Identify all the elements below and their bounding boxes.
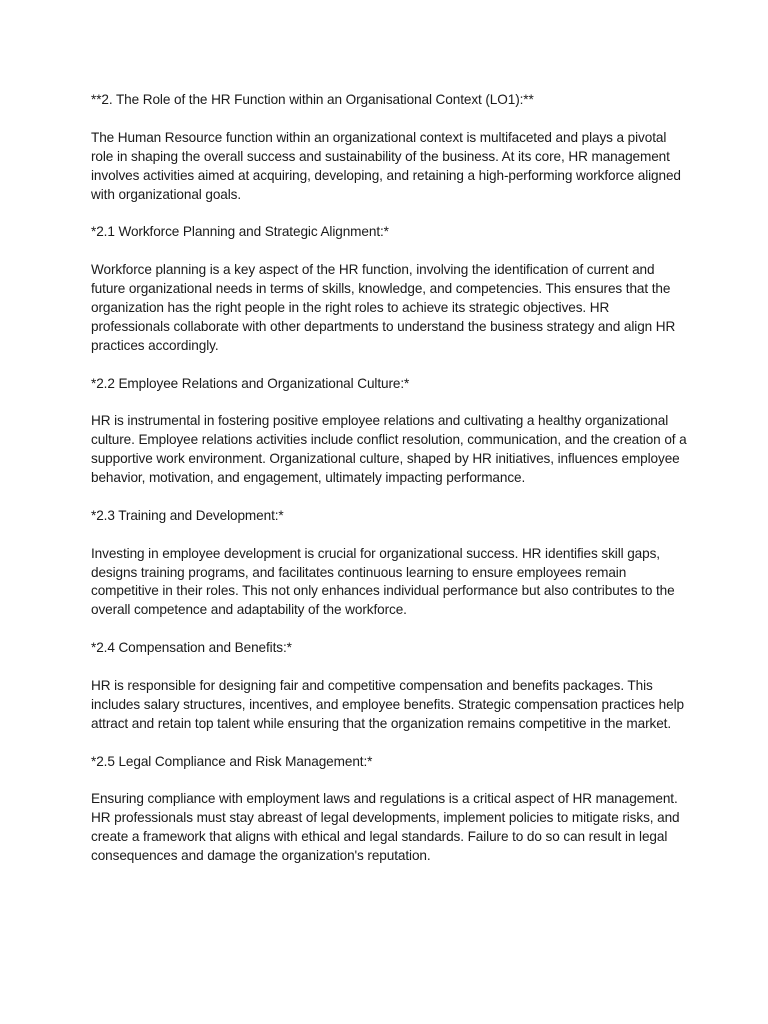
document-page [91, 91, 691, 885]
section-heading-2-2: *2.2 Employee Relations and Organizational Culture:* [91, 375, 410, 391]
section-heading-2-3: *2.3 Training and Development:* [91, 507, 284, 523]
section-body-2-1: Workforce planning is a key aspect of the HR function, involving the identification of current and future organizational needs in terms of skills, knowledge, and competencies. This ensures that the organization has the right people in the right roles to achieve its strategic objectives. HR professionals collaborate with other departments to understand the business strategy and align HR practices accordingly. [91, 262, 676, 353]
section-heading-2-5: *2.5 Legal Compliance and Risk Management:* [91, 753, 373, 769]
section-body-2-5: Ensuring compliance with employment laws and regulations is a critical aspect of HR management. HR professionals must stay abreast of legal developments, implement policies to mitigate risks, and create a framework that aligns with ethical and legal standards. Failure to do so can result in legal consequences and damage the organization's reputation. [91, 791, 680, 864]
document-title: **2. The Role of the HR Function within an Organisational Context (LO1):** [91, 92, 534, 107]
section-body-2-4: HR is responsible for designing fair and competitive compensation and benefits packages. This includes salary structures, incentives, and employee benefits. Strategic compensation practices help attract and retain top talent while ensuring that the organization remains competitive in the market. [91, 677, 684, 731]
intro-paragraph: The Human Resource function within an organizational context is multifaceted and plays a pivotal role in shaping the overall success and sustainability of the business. At its core, HR management involves activities aimed at acquiring, developing, and retaining a high-performing workforce aligned with organizational goals. [91, 129, 681, 202]
section-body-2-3: Investing in employee development is crucial for organizational success. HR identifies skill gaps, designs training programs, and facilitates continuous learning to ensure employees remain competitive in their roles. This not only enhances individual performance but also contributes to the overall competence and adaptability of the workforce. [91, 545, 675, 618]
section-heading-2-4: *2.4 Compensation and Benefits:* [91, 640, 292, 656]
section-body-2-2: HR is instrumental in fostering positive employee relations and cultivating a healthy organizational culture. Employee relations activities include conflict resolution, communication, and the creation of a supportive work environment. Organizational culture, shaped by HR initiatives, influences employee behavior, motivation, and engagement, ultimately impacting performance. [91, 413, 687, 486]
section-heading-2-1: *2.1 Workforce Planning and Strategic Alignment:* [91, 224, 389, 240]
